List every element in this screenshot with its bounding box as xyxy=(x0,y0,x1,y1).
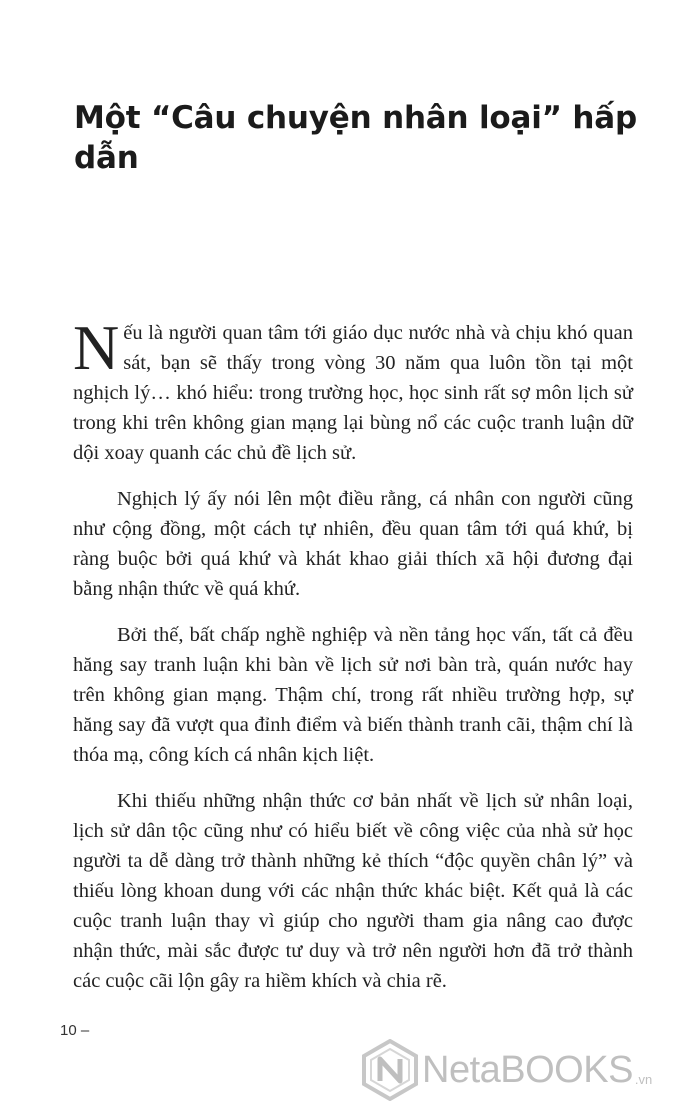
drop-cap: N xyxy=(73,312,120,383)
paragraph-3: Bởi thế, bất chấp nghề nghiệp và nền tảng học vấn, tất cả đều hăng say tranh luận khi bàn về lịch sử nơi bàn trà, quán nước hay trên không gian mạng. Thậm chí, trong rất nhiều trường hợp, sự hăng say đã vượt qua đỉnh điểm và biến thành tranh cãi, thậm chí là thóa mạ, công kích cá nhân kịch liệt. xyxy=(73,624,633,766)
paragraph-2: Nghịch lý ấy nói lên một điều rằng, cá nhân con người cũng như cộng đồng, một cách tự nhiên, đều quan tâm tới quá khứ, bị ràng buộc bởi quá khứ và khát khao giải thích xã hội đương đại bằng nhận thức về quá khứ. xyxy=(73,488,633,600)
chapter-title: Một “Câu chuyện nhân loại” hấp dẫn xyxy=(74,100,638,176)
watermark-tld: .vn xyxy=(634,1071,653,1087)
paragraph-4: Khi thiếu những nhận thức cơ bản nhất về lịch sử nhân loại, lịch sử dân tộc cũng như có hiểu biết về công việc của nhà sử học người ta dễ dàng trở thành những kẻ thích “độc quyền chân lý” và thiếu lòng khoan dung với các nhận thức khác biệt. Kết quả là các cuộc tranh luận thay vì giúp cho người tham gia nâng cao được nhận thức, mài sắc được tư duy và trở nên người hơn đã trở thành các cuộc cãi lộn gây ra hiềm khích và chia rẽ. xyxy=(73,790,633,992)
watermark xyxy=(362,1038,652,1102)
watermark-name: NetaBOOKS xyxy=(422,1048,633,1091)
paragraph-1 xyxy=(73,312,633,468)
page-number: 10 – xyxy=(60,1022,90,1039)
body-text xyxy=(73,312,633,1012)
neta-logo-icon xyxy=(362,1039,418,1101)
paragraph-1-text: ếu là người quan tâm tới giáo dục nước nhà và chịu khó quan sát, bạn sẽ thấy trong vòng 30 năm qua luôn tồn tại một nghịch lý… khó hiểu: trong trường học, học sinh rất sợ môn lịch sử trong khi trên không gian mạng lại bùng nổ các cuộc tranh luận dữ dội xoay quanh các chủ đề lịch sử. xyxy=(73,322,633,464)
